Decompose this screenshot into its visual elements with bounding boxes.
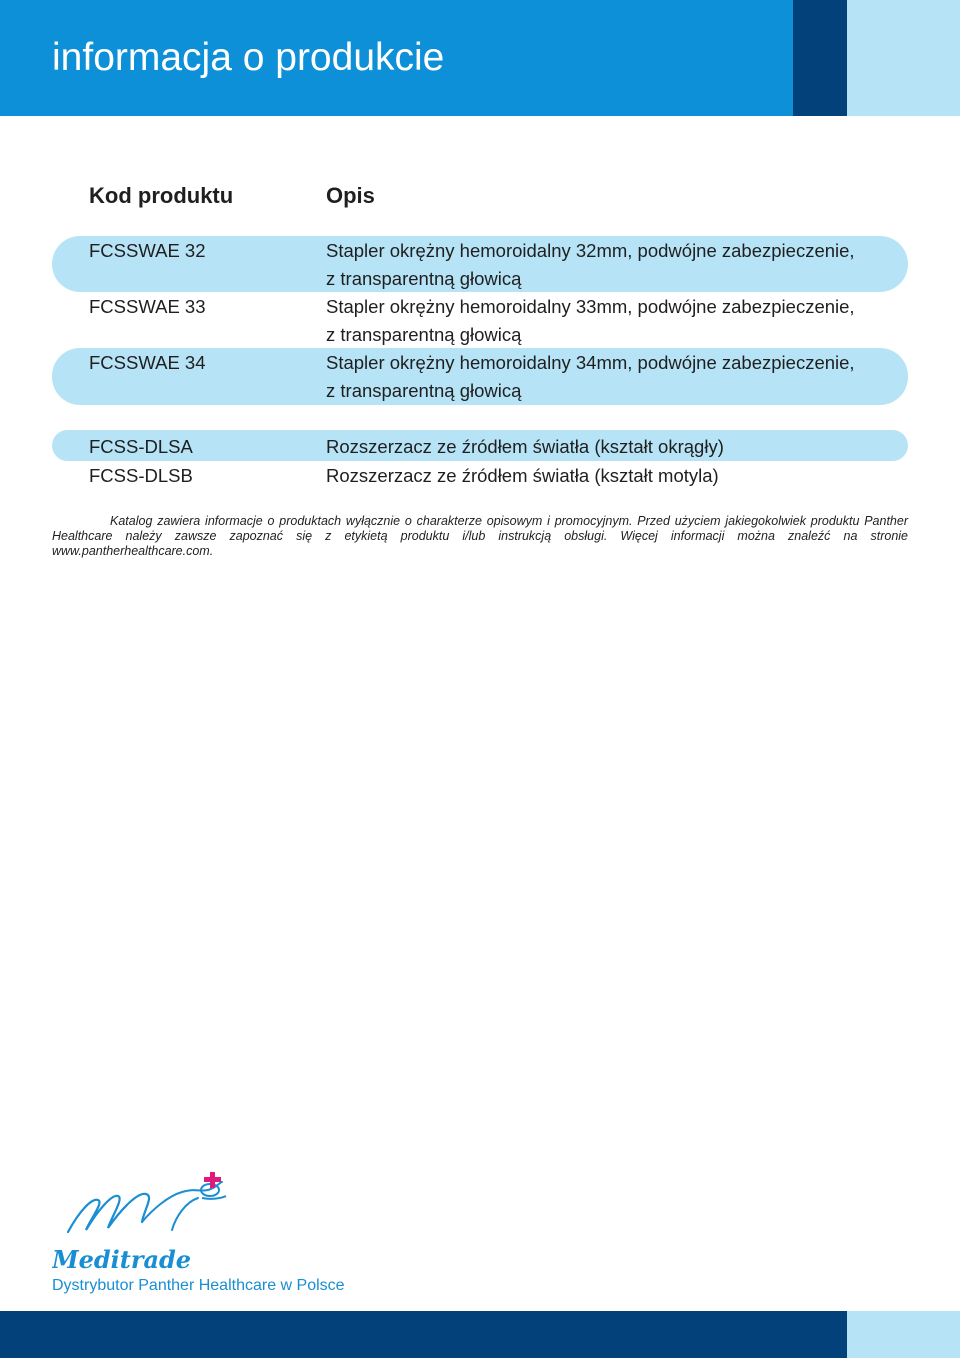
product-description: z transparentną głowicą bbox=[326, 380, 522, 401]
product-code: FCSSWAE 34 bbox=[89, 352, 206, 373]
distributor-text: Dystrybutor Panther Healthcare w Polsce bbox=[52, 1277, 345, 1294]
product-code: FCSS-DLSA bbox=[89, 436, 193, 457]
column-header-code: Kod produktu bbox=[89, 183, 234, 208]
product-description: z transparentną głowicą bbox=[326, 268, 522, 289]
meditrade-logo bbox=[52, 1170, 262, 1274]
footer-accent-light bbox=[847, 1311, 960, 1358]
product-description: Stapler okrężny hemoroidalny 33mm, podwójne zabezpieczenie, bbox=[326, 296, 855, 317]
product-description: z transparentną głowicą bbox=[326, 324, 522, 345]
product-description: Stapler okrężny hemoroidalny 34mm, podwójne zabezpieczenie, bbox=[326, 352, 855, 373]
disclaimer-text: Katalog zawiera informacje o produktach wyłącznie o charakterze opisowym i promocyjnym. Przed użyciem jakiegokolwiek produktu Panther Healthcare należy zawsze zapoznać się z etykietą produktu i/lub instrukcją obsługi. Więcej informacji można znaleźć na stronie www.pantherhealthcare.com. bbox=[52, 514, 908, 558]
product-description: Rozszerzacz ze źródłem światła (kształt okrągły) bbox=[326, 436, 724, 457]
header-accent-dark bbox=[793, 0, 847, 116]
product-description: Rozszerzacz ze źródłem światła (kształt motyla) bbox=[326, 465, 719, 486]
product-code: FCSS-DLSB bbox=[89, 465, 193, 486]
logo-wordmark: Meditrade bbox=[52, 1245, 192, 1274]
column-header-description: Opis bbox=[326, 183, 375, 208]
product-code: FCSSWAE 32 bbox=[89, 240, 206, 261]
header-accent-light bbox=[847, 0, 960, 116]
page-title: informacja o produkcie bbox=[52, 36, 445, 79]
product-description: Stapler okrężny hemoroidalny 32mm, podwójne zabezpieczenie, bbox=[326, 240, 855, 261]
product-code: FCSSWAE 33 bbox=[89, 296, 206, 317]
footer-band bbox=[0, 1311, 847, 1358]
